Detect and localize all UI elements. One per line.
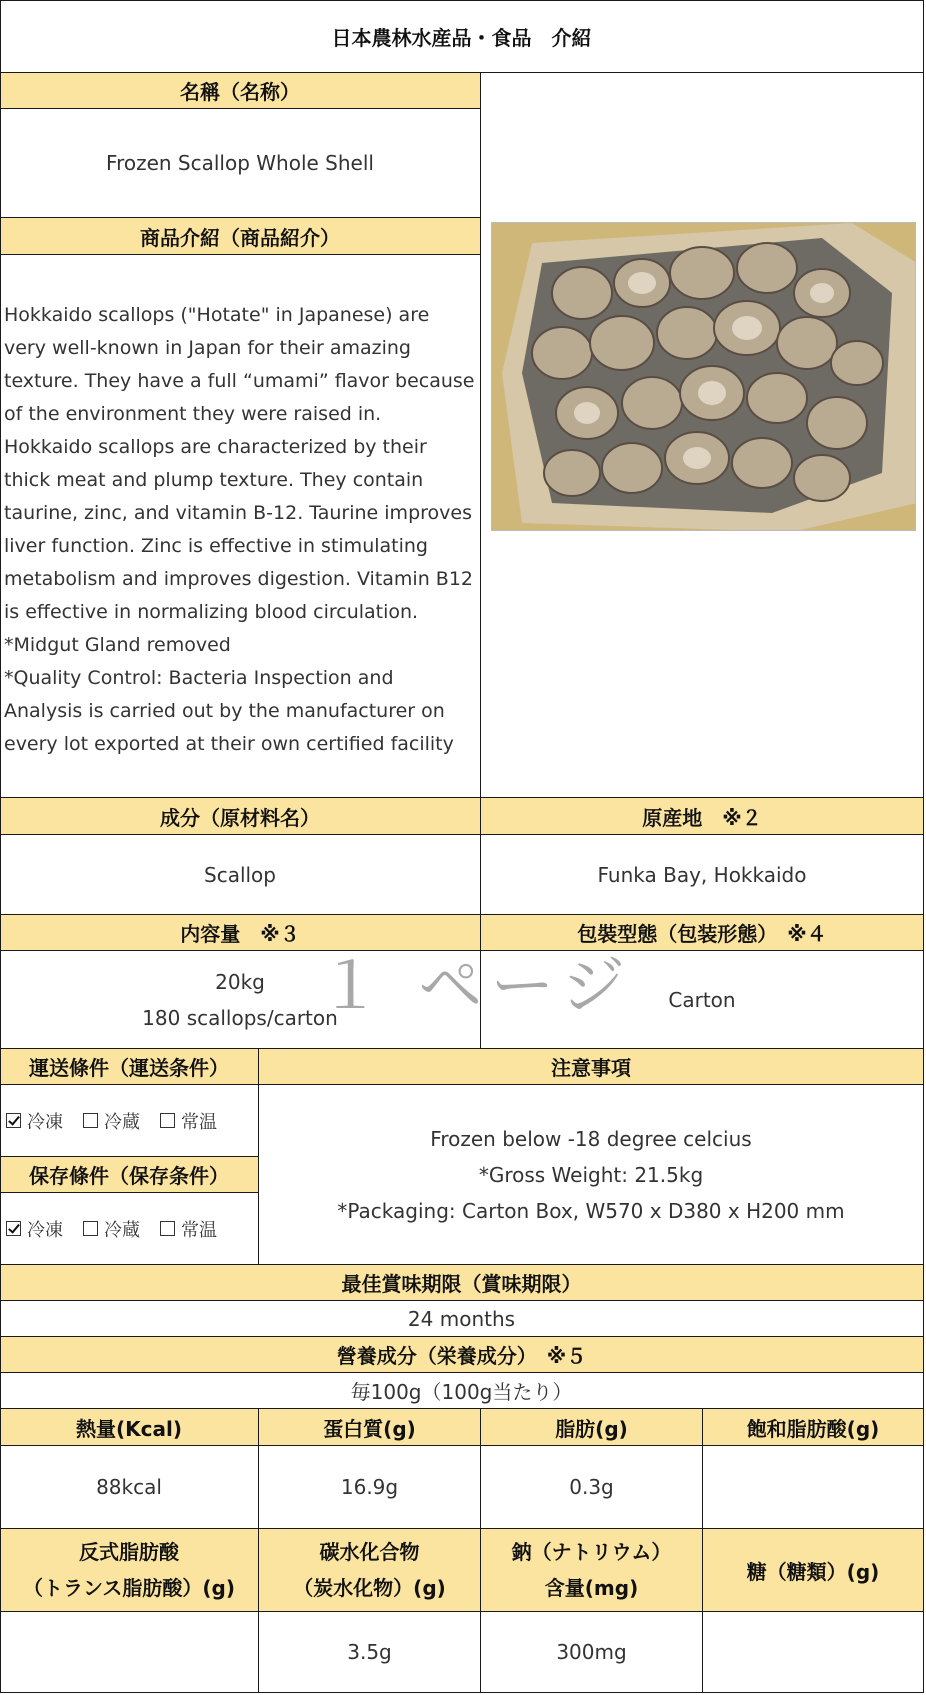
- product-name: Frozen Scallop Whole Shell: [0, 109, 481, 218]
- storage-options: [0, 1193, 259, 1265]
- transport-ambient-checkbox[interactable]: [160, 1108, 217, 1134]
- nutrition-col-header: 蛋白質(g): [259, 1409, 481, 1446]
- checkbox-empty-icon: [83, 1113, 98, 1128]
- nutrition-col-header: 熱量(Kcal): [0, 1409, 259, 1446]
- checkbox-label: 冷蔵: [104, 1111, 140, 1133]
- checkbox-empty-icon: [160, 1113, 175, 1128]
- page-title: 日本農林水産品・食品 介紹: [0, 0, 924, 73]
- content-weight: 20kg: [215, 969, 265, 994]
- content-count: 180 scallops/carton: [142, 1005, 338, 1030]
- notes-line: *Packaging: Carton Box, W570 x D380 x H200 mm: [337, 1198, 845, 1223]
- storage-ambient-checkbox[interactable]: [160, 1216, 217, 1242]
- description-paragraph: Hokkaido scallops are characterized by their thick meat and plump texture. They contain taurine, zinc, and vitamin B-12. Taurine improves liver function. Zinc is effective in stimulating metabolism and improves digestion. Vitamin B12 is effective in normalizing blood circulation.: [4, 436, 473, 623]
- packaging-value: Carton: [481, 951, 924, 1049]
- storage-chilled-checkbox[interactable]: [83, 1216, 140, 1242]
- nutrition-col-header: [481, 1529, 703, 1612]
- header-line: 碳水化合物: [319, 1540, 420, 1564]
- notes-value: [259, 1085, 924, 1265]
- product-description: [0, 255, 481, 798]
- origin-value: Funka Bay, Hokkaido: [481, 835, 924, 915]
- checkbox-label: 常温: [181, 1111, 217, 1133]
- nutrition-value: [0, 1612, 259, 1693]
- checkbox-label: 冷凍: [27, 1219, 63, 1241]
- content-value: [0, 951, 481, 1049]
- ingredients-value: Scallop: [0, 835, 481, 915]
- checkbox-empty-icon: [83, 1221, 98, 1236]
- nutrition-per: 毎100g（100g当たり）: [0, 1373, 924, 1409]
- notes-line: *Gross Weight: 21.5kg: [478, 1162, 704, 1187]
- nutrition-col-header: 糖（糖類）(g): [703, 1529, 924, 1612]
- checkbox-label: 常温: [181, 1219, 217, 1241]
- checkbox-label: 冷蔵: [104, 1219, 140, 1241]
- description-paragraph: *Midgut Gland removed: [4, 634, 231, 656]
- nutrition-value: [703, 1446, 924, 1529]
- notes-header: 注意事項: [259, 1049, 924, 1085]
- ingredients-header: 成分（原材料名）: [0, 798, 481, 835]
- packaging-header: 包裝型態（包装形態） ※４: [481, 915, 924, 951]
- storage-frozen-checkbox[interactable]: [6, 1216, 63, 1242]
- scallop-photo-illustration: [492, 223, 916, 531]
- product-photo: [491, 222, 916, 531]
- nutrition-value: 16.9g: [259, 1446, 481, 1529]
- nutrition-col-header: [259, 1529, 481, 1612]
- checkbox-checked-icon: [6, 1113, 21, 1128]
- origin-header: 原産地 ※２: [481, 798, 924, 835]
- notes-line: Frozen below -18 degree celcius: [430, 1126, 752, 1151]
- transport-chilled-checkbox[interactable]: [83, 1108, 140, 1134]
- page-watermark: １ ページ: [318, 950, 634, 1024]
- nutrition-value: 3.5g: [259, 1612, 481, 1693]
- transport-options: [0, 1085, 259, 1157]
- nutrition-value: 0.3g: [481, 1446, 703, 1529]
- nutrition-value: 300mg: [481, 1612, 703, 1693]
- header-line: 含量(mg): [544, 1576, 639, 1600]
- transport-frozen-checkbox[interactable]: [6, 1108, 63, 1134]
- name-header: 名稱（名称）: [0, 73, 481, 109]
- header-line: （炭水化物）(g): [293, 1576, 446, 1600]
- nutrition-value: 88kcal: [0, 1446, 259, 1529]
- header-line: 鈉（ナトリウム）: [511, 1540, 672, 1564]
- nutrition-col-header: 飽和脂肪酸(g): [703, 1409, 924, 1446]
- nutrition-header: 營養成分（栄養成分） ※５: [0, 1337, 924, 1373]
- nutrition-col-header: [0, 1529, 259, 1612]
- header-line: 反式脂肪酸: [79, 1540, 179, 1564]
- transport-header: 運送條件（運送条件）: [0, 1049, 259, 1085]
- shelf-life-value: 24 months: [0, 1301, 924, 1337]
- content-header: 内容量 ※３: [0, 915, 481, 951]
- nutrition-value: [703, 1612, 924, 1693]
- shelf-life-header: 最佳賞味期限（賞味期限）: [0, 1265, 924, 1301]
- checkbox-empty-icon: [160, 1221, 175, 1236]
- storage-header: 保存條件（保存条件）: [0, 1157, 259, 1193]
- checkbox-checked-icon: [6, 1221, 21, 1236]
- intro-header: 商品介紹（商品紹介）: [0, 218, 481, 255]
- header-line: （トランス脂肪酸）(g): [23, 1576, 235, 1600]
- description-paragraph: Hokkaido scallops ("Hotate" in Japanese) are very well-known in Japan for their amazing texture. They have a full “umami” flavor because of the environment they were raised in.: [4, 304, 475, 425]
- nutrition-col-header: 脂肪(g): [481, 1409, 703, 1446]
- checkbox-label: 冷凍: [27, 1111, 63, 1133]
- description-paragraph: *Quality Control: Bacteria Inspection and Analysis is carried out by the manufacturer on every lot exported at their own certified facility: [4, 667, 454, 755]
